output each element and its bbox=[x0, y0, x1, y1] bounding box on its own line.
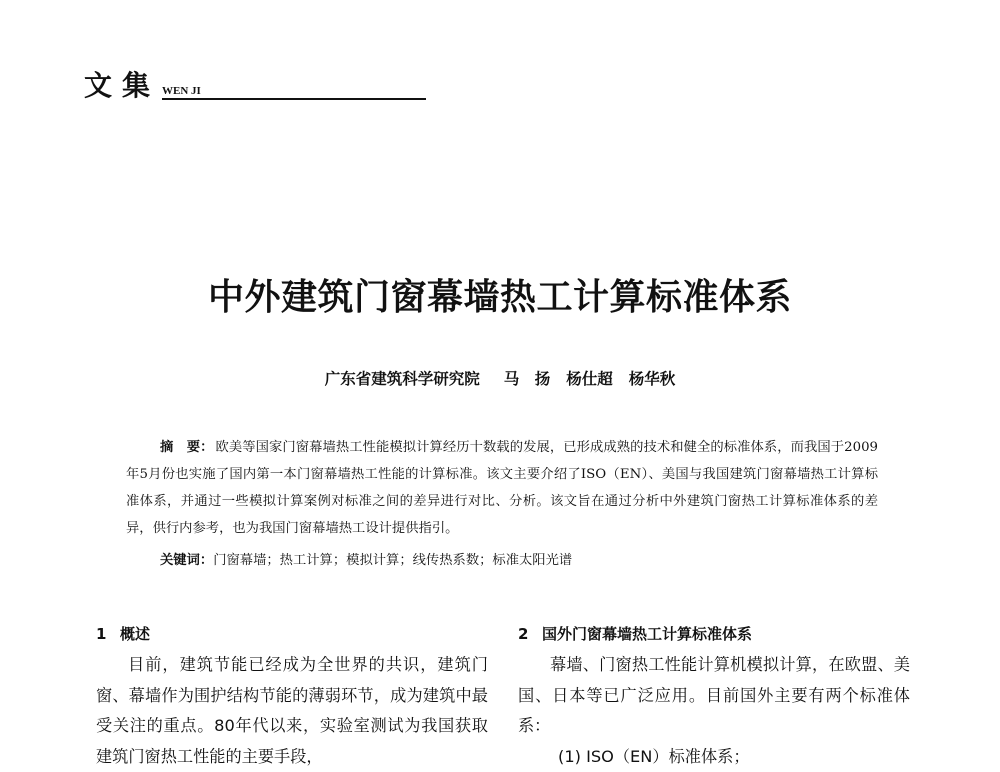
section-2-number: 2 bbox=[518, 622, 542, 646]
author-name: 马 扬 bbox=[504, 369, 551, 389]
section-1-title: 概述 bbox=[120, 625, 150, 643]
section-2-title: 国外门窗幕墙热工计算标准体系 bbox=[542, 625, 752, 643]
byline bbox=[0, 369, 1000, 389]
section-1-number: 1 bbox=[96, 622, 120, 646]
section-2-list-item: (1) ISO（EN）标准体系； bbox=[518, 742, 910, 772]
author-name: 杨华秋 bbox=[629, 369, 676, 389]
left-column bbox=[96, 622, 488, 772]
author-affiliation: 广东省建筑科学研究院 bbox=[325, 369, 480, 389]
right-column bbox=[518, 622, 910, 772]
journal-header-rule-area bbox=[162, 76, 426, 100]
abstract-label: 摘 要： bbox=[160, 440, 214, 455]
section-2-paragraph: 幕墙、门窗热工性能计算机模拟计算，在欧盟、美国、日本等已广泛应用。目前国外主要有两个标准体系： bbox=[518, 650, 910, 742]
journal-header bbox=[84, 72, 426, 100]
abstract-text: 欧美等国家门窗幕墙热工性能模拟计算经历十数载的发展，已形成成熟的技术和健全的标准体系，而我国于2009年5月份也实施了国内第一本门窗幕墙热工性能的计算标准。该文主要介绍了ISO（EN）、美国与我国建筑门窗幕墙热工计算标准体系，并通过一些模拟计算案例对标准之间的差异进行对比、分析。该文旨在通过分析中外建筑门窗热工计算标准体系的差异，供行内参考，也为我国门窗幕墙热工设计提供指引。 bbox=[126, 440, 878, 536]
article-title: 中外建筑门窗幕墙热工计算标准体系 bbox=[0, 275, 1000, 319]
journal-column-pinyin: WEN JI bbox=[162, 86, 201, 97]
section-1-heading bbox=[96, 622, 488, 646]
keywords-label: 关键词： bbox=[160, 553, 213, 568]
section-2-heading bbox=[518, 622, 910, 646]
header-rule bbox=[162, 98, 426, 100]
journal-column-title: 文集 bbox=[84, 72, 160, 100]
abstract bbox=[126, 434, 878, 542]
author-name: 杨仕超 bbox=[566, 369, 613, 389]
keywords bbox=[160, 547, 572, 574]
keywords-text: 门窗幕墙；热工计算；模拟计算；线传热系数；标准太阳光谱 bbox=[213, 553, 572, 568]
section-1-paragraph: 目前，建筑节能已经成为全世界的共识，建筑门窗、幕墙作为围护结构节能的薄弱环节，成为建筑中最受关注的重点。80年代以来，实验室测试为我国获取建筑门窗热工性能的主要手段， bbox=[96, 650, 488, 772]
